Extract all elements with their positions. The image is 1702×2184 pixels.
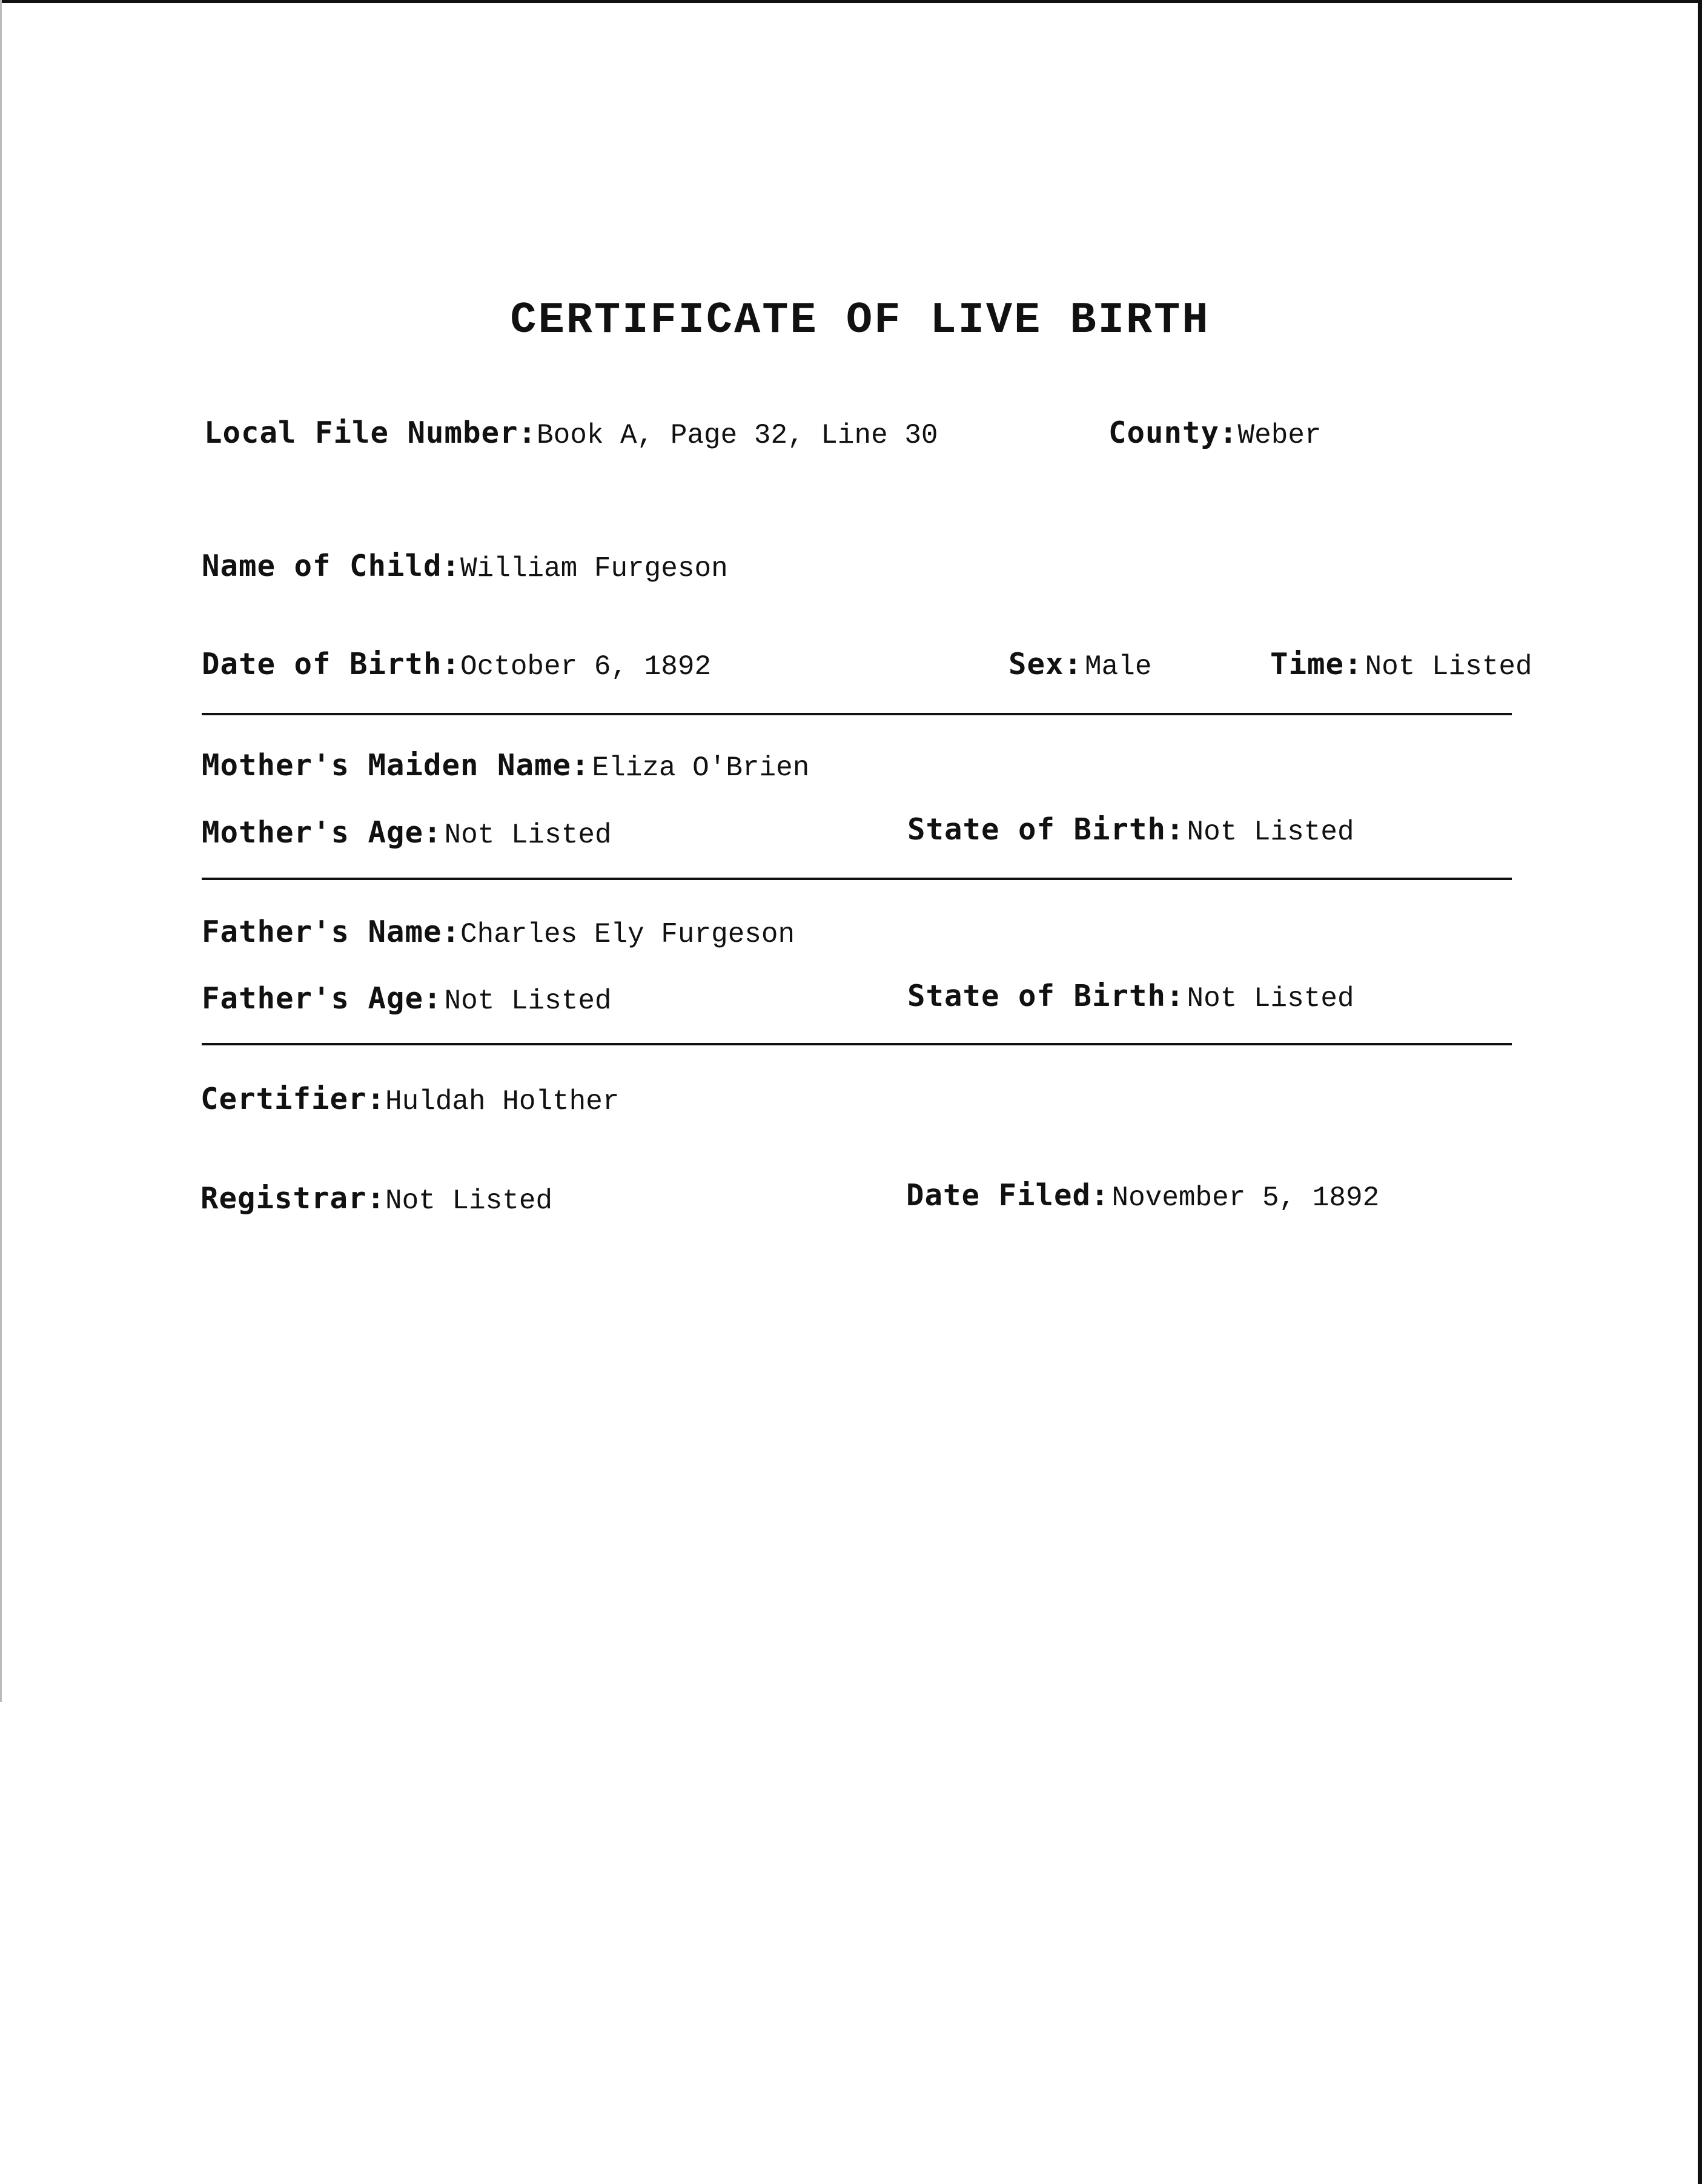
sex-label: Sex: — [1008, 647, 1083, 681]
date-of-birth-field — [202, 649, 711, 681]
sex-value: Male — [1085, 651, 1152, 683]
mother-maiden-name-label: Mother's Maiden Name: — [202, 748, 590, 783]
name-of-child-value: William Furgeson — [460, 553, 728, 584]
scan-edge-top — [0, 0, 1702, 3]
mother-age-label: Mother's Age: — [202, 815, 442, 850]
father-age-value: Not Listed — [444, 985, 612, 1017]
county-label: County: — [1108, 415, 1238, 450]
registrar-label: Registrar: — [200, 1181, 386, 1216]
date-filed-value: November 5, 1892 — [1111, 1182, 1380, 1214]
registrar-value: Not Listed — [385, 1185, 553, 1217]
date-of-birth-value: October 6, 1892 — [460, 651, 712, 683]
father-name-label: Father's Name: — [202, 915, 461, 949]
local-file-number-label: Local File Number: — [204, 415, 537, 450]
mother-state-of-birth-label: State of Birth: — [907, 812, 1185, 847]
father-age-label: Father's Age: — [202, 981, 442, 1016]
mother-state-of-birth-field — [907, 812, 1354, 848]
mother-maiden-name-field — [202, 750, 809, 782]
divider-rule — [202, 1043, 1512, 1045]
mother-maiden-name-value: Eliza O'Brien — [592, 752, 810, 784]
date-filed-field — [906, 1180, 1379, 1212]
county-value: Weber — [1237, 420, 1322, 451]
time-label: Time: — [1270, 647, 1363, 681]
father-state-of-birth-value: Not Listed — [1187, 983, 1354, 1014]
mother-age-value: Not Listed — [444, 819, 612, 851]
father-name-value: Charles Ely Furgeson — [460, 919, 795, 950]
sex-field — [1008, 649, 1151, 681]
mother-age-field — [202, 815, 612, 851]
time-value: Not Listed — [1365, 651, 1532, 683]
father-state-of-birth-field — [907, 981, 1354, 1013]
registrar-field — [200, 1183, 552, 1215]
certificate-title: CERTIFICATE OF LIVE BIRTH — [510, 296, 1210, 345]
time-field — [1270, 649, 1532, 681]
mother-state-of-birth-value: Not Listed — [1187, 816, 1354, 848]
name-of-child-field — [202, 551, 728, 583]
certifier-field — [200, 1084, 619, 1116]
divider-rule — [202, 713, 1512, 715]
county-field — [1108, 415, 1322, 451]
father-name-field — [202, 917, 795, 948]
name-of-child-label: Name of Child: — [202, 549, 461, 583]
scan-edge-left — [0, 0, 2, 1702]
local-file-number-field — [204, 415, 938, 451]
father-age-field — [202, 981, 612, 1017]
local-file-number-value: Book A, Page 32, Line 30 — [537, 420, 938, 451]
date-of-birth-label: Date of Birth: — [202, 647, 461, 681]
divider-rule — [202, 878, 1512, 880]
certifier-label: Certifier: — [200, 1082, 386, 1116]
father-state-of-birth-label: State of Birth: — [907, 979, 1185, 1013]
date-filed-label: Date Filed: — [906, 1178, 1110, 1213]
certifier-value: Huldah Holther — [385, 1086, 620, 1117]
